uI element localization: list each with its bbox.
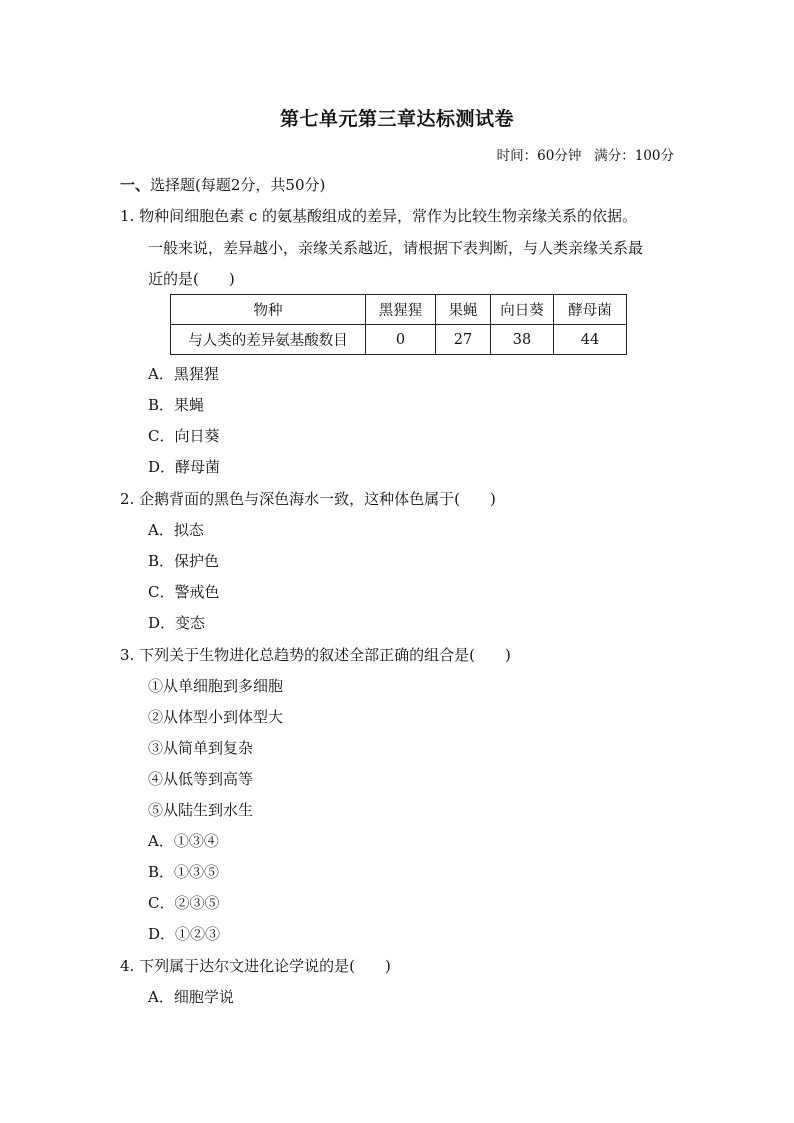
- question-text: 下列属于达尔文进化论学说的是( ): [139, 957, 391, 975]
- question-1-option-a: A．黑猩猩: [148, 365, 219, 383]
- table-cell: 44: [554, 325, 627, 355]
- question-3-statement-4: ④从低等到高等: [148, 770, 254, 788]
- question-2-stem: [120, 488, 496, 510]
- question-text: 物种间细胞色素 c 的氨基酸组成的差异，常作为比较生物亲缘关系的依据。: [139, 207, 638, 225]
- question-3-option-c: C．②③⑤: [148, 894, 220, 912]
- exam-meta: [497, 144, 674, 164]
- question-2-option-a: A．拟态: [148, 521, 204, 539]
- question-text: 企鹅背面的黑色与深色海水一致，这种体色属于( ): [139, 490, 496, 508]
- table-cell: 27: [436, 325, 491, 355]
- question-3-statement-5: ⑤从陆生到水生: [148, 801, 254, 819]
- time-limit: 时间：60分钟: [496, 148, 582, 164]
- question-3-statement-2: ②从体型小到体型大: [148, 708, 284, 726]
- question-1-option-b: B．果蝇: [148, 396, 205, 414]
- table-cell: 38: [491, 325, 554, 355]
- question-4-option-a: A．细胞学说: [148, 988, 234, 1006]
- full-score: 满分：100分: [594, 148, 674, 164]
- question-1-stem-line-3: 近的是( ): [148, 270, 235, 288]
- section-number: 一、: [120, 176, 151, 194]
- table-header-cell: 果蝇: [436, 295, 491, 325]
- question-2-option-b: B．保护色: [148, 552, 220, 570]
- table-header-cell: 物种: [171, 295, 366, 325]
- question-number: 2.: [120, 490, 135, 508]
- page-title: 第七单元第三章达标测试卷: [279, 108, 514, 130]
- question-2-option-c: C．警戒色: [148, 583, 220, 601]
- question-text: 下列关于生物进化总趋势的叙述全部正确的组合是( ): [139, 646, 511, 664]
- section-text: 选择题(每题2分，共50分): [150, 176, 326, 194]
- question-2-option-d: D．变态: [148, 614, 206, 632]
- question-number: 1.: [120, 207, 135, 225]
- question-number: 4.: [120, 957, 135, 975]
- table-header-cell: 酵母菌: [554, 295, 627, 325]
- section-heading: [120, 174, 325, 196]
- question-1-stem-line-2: 一般来说，差异越小，亲缘关系越近，请根据下表判断，与人类亲缘关系最: [148, 239, 644, 257]
- question-3-statement-3: ③从简单到复杂: [148, 739, 254, 757]
- table-header-cell: 向日葵: [491, 295, 554, 325]
- table-cell: 0: [366, 325, 436, 355]
- question-3-option-d: D．①②③: [148, 925, 221, 943]
- question-3-option-b: B．①③⑤: [148, 863, 220, 881]
- question-1-option-d: D．酵母菌: [148, 458, 221, 476]
- question-3-statement-1: ①从单细胞到多细胞: [148, 677, 284, 695]
- table-header-row: [171, 295, 627, 325]
- species-table: [170, 294, 627, 355]
- question-3-option-a: A．①③④: [148, 832, 219, 850]
- question-number: 3.: [120, 646, 135, 664]
- table-header-cell: 黑猩猩: [366, 295, 436, 325]
- question-4-stem: [120, 955, 391, 977]
- table-row: [171, 325, 627, 355]
- question-3-stem: [120, 644, 511, 666]
- question-1-stem: [120, 205, 637, 227]
- table-cell: 与人类的差异氨基酸数目: [171, 325, 366, 355]
- question-1-option-c: C．向日葵: [148, 427, 220, 445]
